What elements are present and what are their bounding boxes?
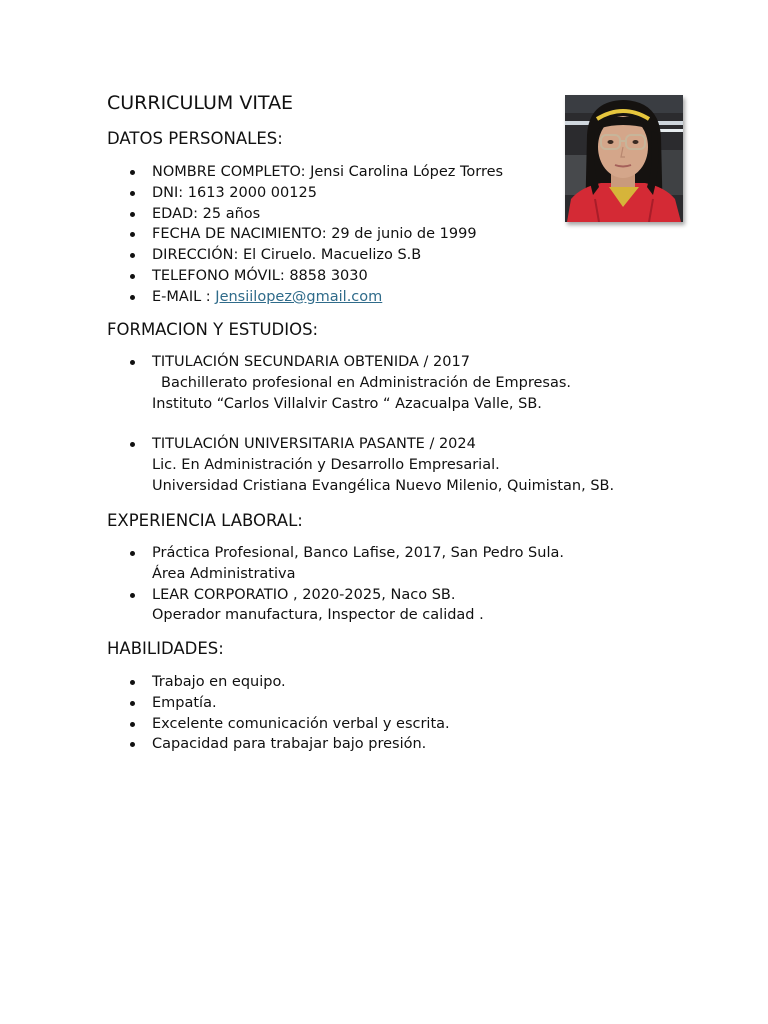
experience-position: Práctica Profesional, Banco Lafise, 2017, San Pedro Sula. (152, 545, 564, 561)
skills-list (107, 672, 450, 755)
experience-list (107, 543, 564, 626)
list-item (107, 266, 503, 287)
education-heading: FORMACION Y ESTUDIOS: (107, 320, 319, 339)
experience-detail: Área Administrativa (152, 565, 296, 582)
list-item (107, 162, 503, 183)
personal-data-heading: DATOS PERSONALES: (107, 129, 283, 148)
profile-photo (565, 95, 683, 222)
list-item (107, 224, 503, 245)
skill: Excelente comunicación verbal y escrita. (152, 715, 450, 732)
list-item (107, 287, 503, 308)
education-institution: Instituto “Carlos Villalvir Castro “ Azacualpa Valle, SB. (152, 395, 542, 412)
document-title: CURRICULUM VITAE (107, 92, 294, 114)
list-item (107, 245, 503, 266)
email-label: E-MAIL : (152, 288, 216, 305)
list-item (107, 543, 564, 585)
list-item (107, 585, 564, 627)
experience-detail: Operador manufactura, Inspector de calidad . (152, 607, 484, 624)
phone: TELEFONO MÓVIL: 8858 3030 (152, 267, 368, 284)
skill: Trabajo en equipo. (152, 674, 286, 690)
list-item (107, 204, 503, 225)
education-degree: Bachillerato profesional en Administración de Empresas. (161, 374, 572, 391)
email-link[interactable]: Jensiilopez@gmail.com (215, 288, 383, 305)
list-item (107, 352, 614, 414)
education-degree: Lic. En Administración y Desarrollo Empresarial. (152, 457, 500, 474)
full-name: NOMBRE COMPLETO: Jensi Carolina López Torres (152, 164, 504, 180)
personal-data-list (107, 162, 503, 308)
skill: Capacidad para trabajar bajo presión. (152, 736, 427, 753)
experience-heading: EXPERIENCIA LABORAL: (107, 511, 303, 530)
age: EDAD: 25 años (152, 205, 261, 222)
list-item (107, 183, 503, 204)
skills-heading: HABILIDADES: (107, 639, 224, 658)
list-item (107, 434, 614, 496)
dni: DNI: 1613 2000 00125 (152, 184, 317, 201)
experience-position: LEAR CORPORATIO , 2020-2025, Naco SB. (152, 586, 456, 603)
list-item (107, 693, 450, 714)
birth-date: FECHA DE NACIMIENTO: 29 de junio de 1999 (152, 226, 477, 243)
list-item (107, 734, 450, 755)
address: DIRECCIÓN: El Ciruelo. Macuelizo S.B (152, 247, 422, 264)
education-title: TITULACIÓN UNIVERSITARIA PASANTE / 2024 (152, 436, 476, 453)
education-title: TITULACIÓN SECUNDARIA OBTENIDA / 2017 (152, 354, 470, 370)
skill: Empatía. (152, 694, 217, 711)
list-item (107, 672, 450, 693)
education-institution: Universidad Cristiana Evangélica Nuevo Milenio, Quimistan, SB. (152, 477, 615, 494)
education-list (107, 352, 614, 497)
list-item (107, 714, 450, 735)
